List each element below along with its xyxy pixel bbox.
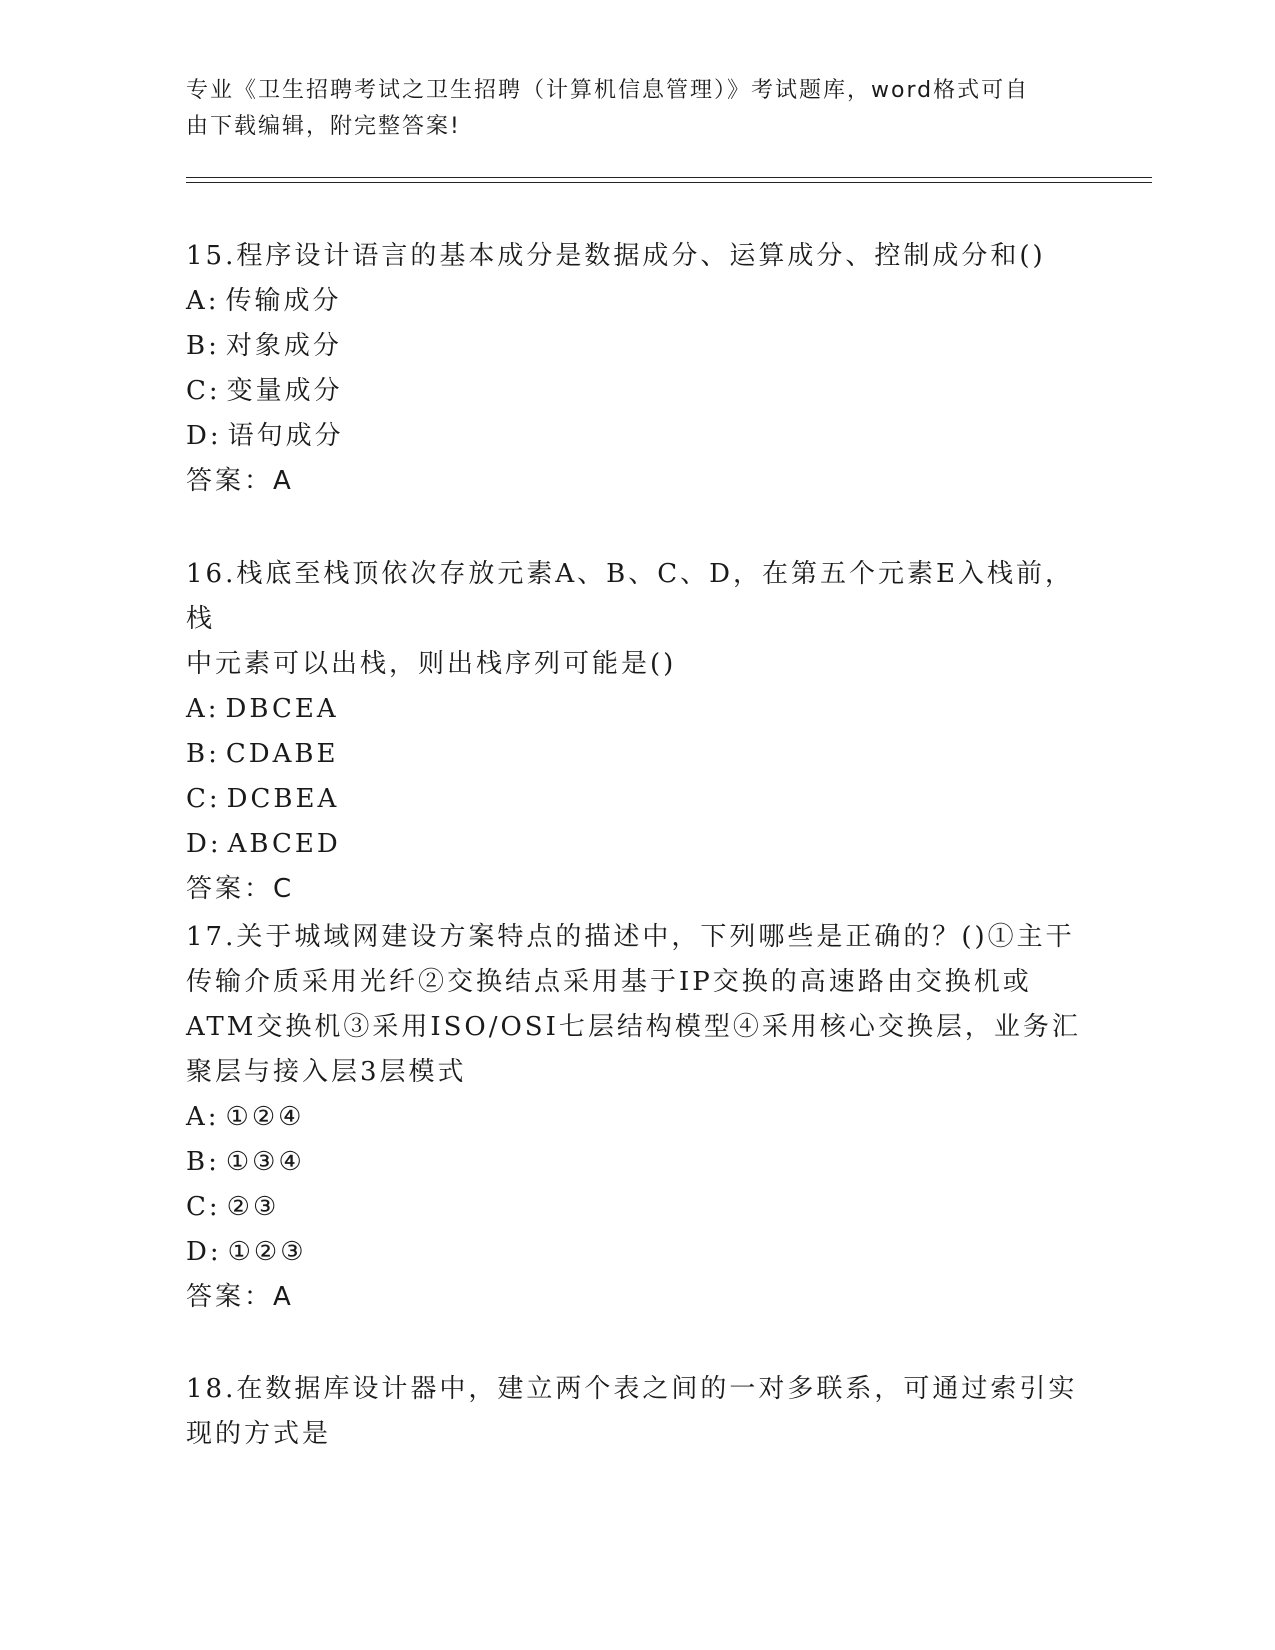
option-c	[186, 369, 1086, 414]
question-stem: 传输介质采用光纤②交换结点采用基于IP交换的高速路由交换机或	[186, 967, 1032, 997]
question-17	[186, 915, 1086, 1320]
option-a	[186, 687, 1086, 732]
header-rule-top	[186, 177, 1152, 178]
header-line-1: 专业《卫生招聘考试之卫生招聘（计算机信息管理）》考试题库，word格式可自	[186, 78, 1030, 103]
option-text: DBCEA	[225, 694, 339, 724]
option-b	[186, 324, 1086, 369]
option-letter: B:	[186, 331, 220, 361]
answer: 答案：A	[186, 1282, 294, 1312]
option-c	[186, 1185, 1086, 1230]
document-header	[186, 73, 1086, 145]
option-letter: A:	[186, 694, 220, 724]
option-d	[186, 414, 1086, 459]
option-letter: C:	[186, 784, 221, 814]
answer: 答案：C	[186, 874, 295, 904]
option-letter: B:	[186, 739, 220, 769]
question-stem: 聚层与接入层3层模式	[186, 1057, 467, 1087]
option-letter: D:	[186, 829, 222, 859]
question-15	[186, 234, 1086, 504]
option-a	[186, 1095, 1086, 1140]
option-text: 语句成分	[227, 421, 344, 451]
option-letter: C:	[186, 376, 221, 406]
option-text: DCBEA	[226, 784, 340, 814]
question-16	[186, 552, 1086, 912]
option-text: 变量成分	[226, 376, 343, 406]
question-stem: ATM交换机③采用ISO/OSI七层结构模型④采用核心交换层，业务汇	[186, 1012, 1081, 1042]
option-b	[186, 1140, 1086, 1185]
option-letter: D:	[186, 1237, 222, 1267]
header-rule-bottom	[186, 182, 1152, 183]
option-text: ②③	[226, 1192, 280, 1222]
option-text: ①③④	[225, 1147, 305, 1177]
question-stem: 18.在数据库设计器中，建立两个表之间的一对多联系，可通过索引实	[186, 1374, 1078, 1404]
question-stem: 16.栈底至栈顶依次存放元素A、B、C、D，在第五个元素E入栈前，栈	[186, 559, 1074, 634]
question-stem: 15.程序设计语言的基本成分是数据成分、运算成分、控制成分和()	[186, 241, 1046, 271]
option-c	[186, 777, 1086, 822]
option-text: ABCED	[227, 829, 341, 859]
option-letter: A:	[186, 286, 220, 316]
option-text: ①②③	[227, 1237, 307, 1267]
option-b	[186, 732, 1086, 777]
option-text: 对象成分	[225, 331, 342, 361]
option-letter: D:	[186, 421, 222, 451]
header-line-2: 由下载编辑，附完整答案!	[186, 114, 461, 139]
question-stem: 中元素可以出栈，则出栈序列可能是()	[186, 649, 677, 679]
question-stem: 17.关于城域网建设方案特点的描述中，下列哪些是正确的？()①主干	[186, 922, 1075, 952]
answer: 答案：A	[186, 466, 294, 496]
option-letter: C:	[186, 1192, 221, 1222]
option-text: ①②④	[225, 1102, 305, 1132]
question-stem: 现的方式是	[186, 1419, 332, 1449]
option-text: CDABE	[225, 739, 339, 769]
question-18	[186, 1367, 1086, 1457]
option-d	[186, 1230, 1086, 1275]
option-text: 传输成分	[225, 286, 342, 316]
option-letter: B:	[186, 1147, 220, 1177]
option-d	[186, 822, 1086, 867]
option-letter: A:	[186, 1102, 220, 1132]
option-a	[186, 279, 1086, 324]
